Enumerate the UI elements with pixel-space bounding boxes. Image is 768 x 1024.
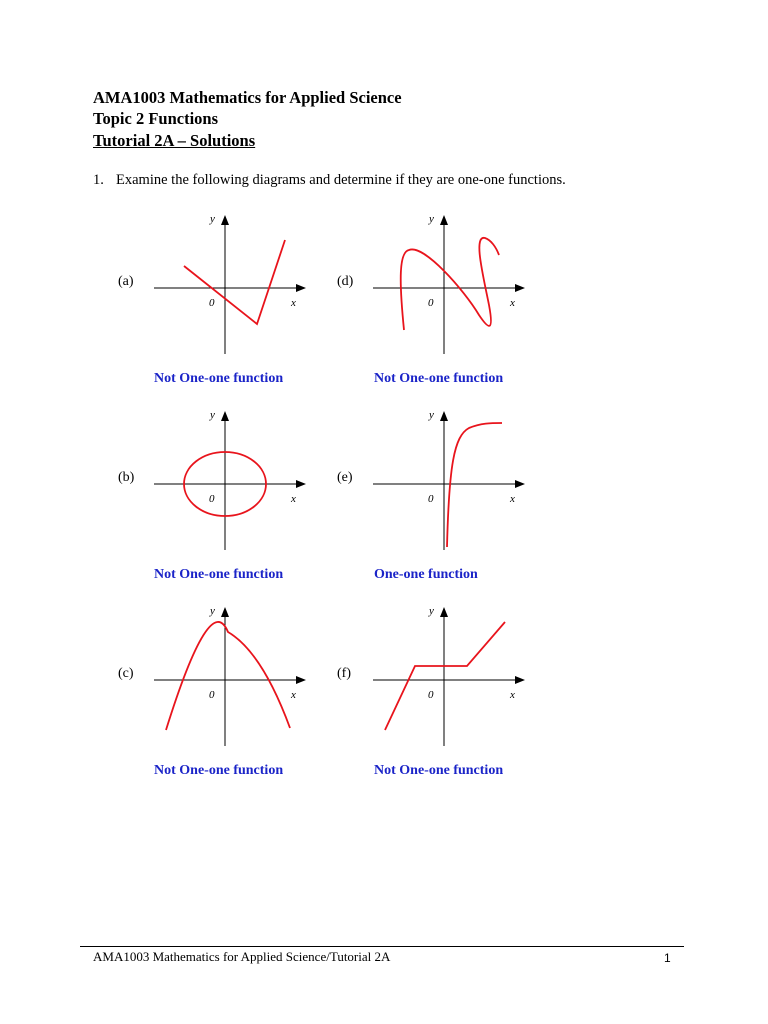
origin-label: 0: [209, 493, 215, 505]
x-axis-label: x: [510, 689, 515, 701]
part-label-d: (d): [337, 274, 354, 289]
question-text: Examine the following diagrams and determine if they are one-one functions.: [116, 172, 566, 188]
origin-label: 0: [428, 689, 434, 701]
graph-b: [150, 406, 310, 556]
axes: [154, 607, 306, 746]
part-label-f: (f): [337, 666, 351, 681]
axes: [154, 411, 306, 550]
curve: [401, 238, 499, 330]
question-1: [93, 171, 566, 189]
curve: [184, 240, 285, 324]
y-axis-label: y: [210, 409, 215, 421]
y-axis-label: y: [429, 605, 434, 617]
page-number: 1: [664, 951, 671, 965]
origin-label: 0: [209, 689, 215, 701]
origin-label: 0: [428, 297, 434, 309]
x-axis-label: x: [291, 297, 296, 309]
axes: [373, 411, 525, 550]
part-label-e: (e): [337, 470, 353, 485]
part-label-a: (a): [118, 274, 134, 289]
x-axis-label: x: [510, 493, 515, 505]
x-axis-label: x: [291, 493, 296, 505]
answer-c: Not One-one function: [154, 763, 284, 778]
x-axis-label: x: [510, 297, 515, 309]
footer-divider: [80, 946, 684, 947]
curve: [385, 622, 505, 730]
question-number: 1.: [93, 172, 104, 188]
graph-d: [369, 210, 529, 360]
tutorial-title: Tutorial 2A – Solutions: [93, 131, 256, 150]
axes: [154, 215, 306, 354]
y-axis-label: y: [210, 605, 215, 617]
axes: [373, 215, 525, 354]
curve: [447, 423, 502, 547]
y-axis-label: y: [210, 213, 215, 225]
axes: [373, 607, 525, 746]
origin-label: 0: [428, 493, 434, 505]
answer-a: Not One-one function: [154, 371, 284, 386]
answer-d: Not One-one function: [374, 371, 504, 386]
graph-c: [150, 602, 310, 752]
footer-text: AMA1003 Mathematics for Applied Science/Tutorial 2A: [93, 949, 391, 964]
answer-b: Not One-one function: [154, 567, 284, 582]
y-axis-label: y: [429, 409, 434, 421]
graph-f: [369, 602, 529, 752]
origin-label: 0: [209, 297, 215, 309]
x-axis-label: x: [291, 689, 296, 701]
y-axis-label: y: [429, 213, 434, 225]
answer-f: Not One-one function: [374, 763, 504, 778]
curve: [166, 622, 290, 730]
part-label-c: (c): [118, 666, 134, 681]
graph-a: [150, 210, 310, 360]
graph-e: [369, 406, 529, 556]
answer-e: One-one function: [374, 567, 478, 582]
part-label-b: (b): [118, 470, 135, 485]
course-title: AMA1003 Mathematics for Applied Science: [93, 88, 402, 107]
topic-title: Topic 2 Functions: [93, 109, 219, 128]
